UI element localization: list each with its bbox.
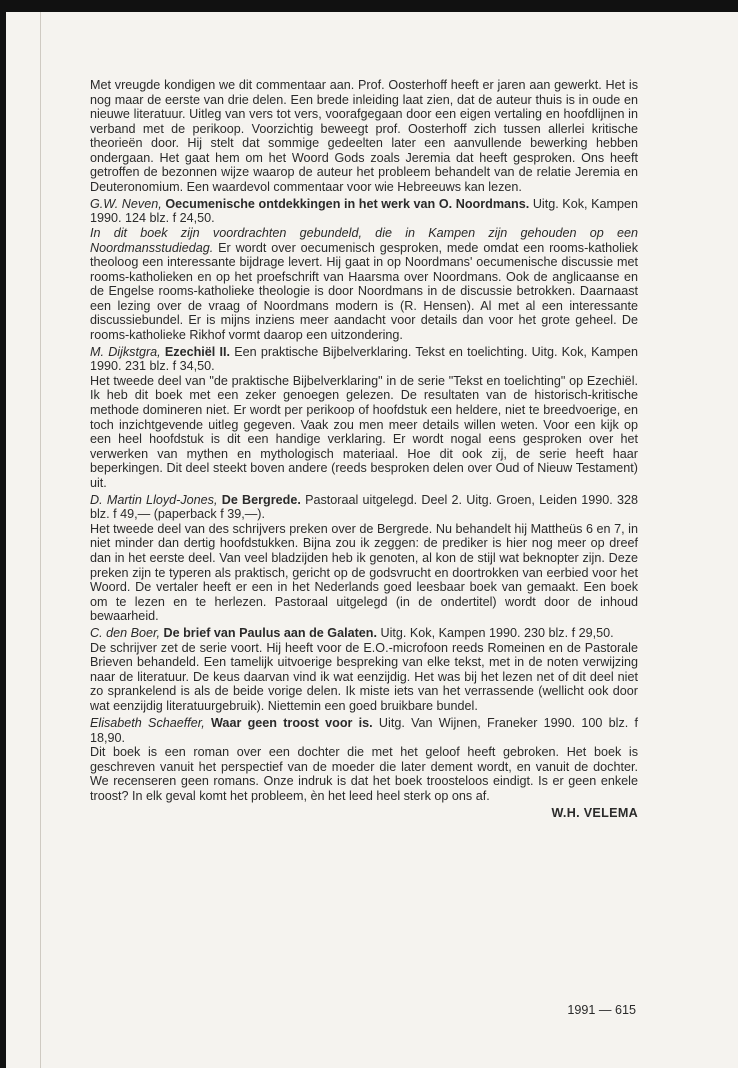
review-reference — [90, 716, 638, 745]
review-title: De Bergrede. — [221, 492, 301, 507]
review-body — [90, 641, 638, 714]
review-body-text: Het tweede deel van des schrijvers preken over de Bergrede. Nu behandelt hij Mattheüs 6 en 7, in niet minder dan dertig hoofdstukken. Bijna zou ik zeggen: de prediker is hier nog meer op dreef dan in het eerste deel. Van veel bladzijden heb ik genoten, al kon de stijl wat beknopter zijn. Deze preken zijn te typeren als praktisch, gericht op de godsvrucht en doortrokken van eerbied voor het Woord. De vertaler heeft er een in het Nederlands goed leesbaar boek van gemaakt. Een boek om te lezen en te herlezen. Pastoraal uitgelegd (in de ondertitel) wordt door de inhoud bewaarheid. — [90, 521, 638, 624]
review-publication: Uitg. Van Wijnen, Franeker 1990. 100 blz. f 18,90. — [90, 716, 639, 745]
review-publication: Een praktische Bijbelverklaring. Tekst en toelichting. Uitg. Kok, Kampen 1990. 231 blz. f 34,50. — [90, 344, 638, 374]
review-entry — [90, 345, 638, 490]
page-number: 1991 — 615 — [567, 1003, 636, 1017]
review-publication: Uitg. Kok, Kampen 1990. 230 blz. f 29,50. — [376, 626, 614, 641]
review-author: Elisabeth Schaeffer, — [90, 716, 205, 731]
review-reference — [90, 626, 638, 641]
review-body-text: Dit boek is een roman over een dochter die met het geloof heeft gebroken. Het boek is geschreven vanuit het perspectief van de moeder die later dement wordt, en vanuit de dochter. We recenseren geen romans. Onze indruk is dat het boek troosteloos eindigt. Is er geen enkele troost? In elk geval komt het probleem, èn het leed heel sterk op ons af. — [90, 745, 638, 803]
review-body-text: Het tweede deel van "de praktische Bijbelverklaring" in de serie "Tekst en toelichting" op Ezechiël. Ik heb dit boek met een zeker genoegen gelezen. De resultaten van de historisch-kritische methode domineren niet. Er wordt per perikoop of hoofdstuk een heldere, niet te breedvoerige, en toch inzichtgevende uitleg gegeven. Vaak zou men meer details willen weten. Voor een kijk op een heel hoofdstuk is dit een handige verklaring. Er wordt nogal eens gesproken over het verwerken van mythen en mythologisch materiaal. Hoe dit ook zij, de serie heeft haar beperkingen. Dit deel steekt boven andere (reeds besproken delen over Oud of Nieuw Testament) uit. — [90, 373, 638, 490]
review-reference — [90, 493, 638, 522]
page-content — [90, 78, 638, 820]
review-author: D. Martin Lloyd-Jones, — [90, 492, 218, 507]
review-entry — [90, 626, 638, 713]
review-author: G.W. Neven, — [90, 196, 162, 211]
review-title: Waar geen troost voor is. — [211, 716, 373, 731]
review-author: C. den Boer, — [90, 626, 161, 641]
scan-left-border — [0, 0, 6, 1068]
review-body-italic: In dit boek zijn voordrachten gebundeld, die in Kampen zijn gehouden op een Noordmansstudiedag. — [90, 225, 638, 255]
review-reference — [90, 345, 638, 374]
review-body-text: Er wordt over oecumenisch gesproken, mede omdat een rooms-katholiek theoloog een interessante bijdrage levert. Hij gaat in op Noordmans' oecumenische discussie met rooms-katholieken en op het proefschrift van Haarsma over Noordmans. Ook de anglicaanse en de Engelse rooms-katholieke theologie is door Noordmans in de discussie betrokken. Daarnaast een lezing over de vraag of Noordmans modern is (R. Hensen). Al met al een interessante discussiebundel. Er is mijns inziens meer aandacht voor details dan voor het grote geheel. De rooms-katholieke Rikhof vormt daarop een uitzondering. — [90, 240, 638, 342]
reviewer-signature: W.H. VELEMA — [551, 805, 638, 820]
review-body-text: De schrijver zet de serie voort. Hij heeft voor de E.O.-microfoon reeds Romeinen en de Pastorale Brieven behandeld. Een tamelijk uitvoerige bespreking van elke tekst, met in de noten verwijzing naar de literatuur. De keus daarvan vind ik wat eenzijdig. Het was bij het lezen net of dit deel niet zo sprankelend is als de beide vorige delen. Ik miste iets van het verrassende (wellicht ook door wat eenzijdig literatuurgebruik). Niettemin een goed bruikbare bundel. — [90, 640, 638, 713]
review-body — [90, 226, 638, 342]
review-body — [90, 745, 638, 803]
review-author: M. Dijkstgra, — [90, 344, 161, 359]
review-body — [90, 522, 638, 624]
review-entry — [90, 493, 638, 624]
review-title: Ezechiël II. — [164, 344, 231, 359]
review-publication: Pastoraal uitgelegd. Deel 2. Uitg. Groen, Leiden 1990. 328 blz. f 49,— (paperback f 39,—). — [90, 492, 638, 522]
review-title: Oecumenische ontdekkingen in het werk van O. Noordmans. — [165, 196, 530, 211]
review-publication: Uitg. Kok, Kampen 1990. 124 blz. f 24,50. — [90, 196, 639, 226]
review-title: De brief van Paulus aan de Galaten. — [163, 626, 377, 641]
page-gutter-line — [40, 12, 41, 1068]
review-entry — [90, 716, 638, 803]
review-body — [90, 374, 638, 490]
scan-top-border — [0, 0, 738, 12]
intro-paragraph: Met vreugde kondigen we dit commentaar aan. Prof. Oosterhoff heeft er jaren aan gewerkt. Het is nog maar de eerste van drie delen. Een brede inleiding laat zien, dat de auteur thuis is in oude en nieuwe literatuur. Uitleg van vers tot vers, voorafgegaan door een eigen vertaling en hoofdlijnen in verband met de perikoop. Voorzichtig beweegt prof. Oosterhoff zich tussen allerlei kritische theorieën door. Hij stelt dat sommige gedeelten later een aanvullende bewerking hebben ondergaan. Het gaat hem om het Woord Gods zoals Jeremia dat heeft gesproken. Ons heeft getroffen de bezonnen wijze waarop de auteur het probleem behandelt van de relatie Jeremia en Deuteronomium. Een waardevol commentaar voor wie Hebreeuws kan lezen. — [90, 78, 638, 194]
review-entry — [90, 197, 638, 342]
review-reference — [90, 197, 638, 226]
